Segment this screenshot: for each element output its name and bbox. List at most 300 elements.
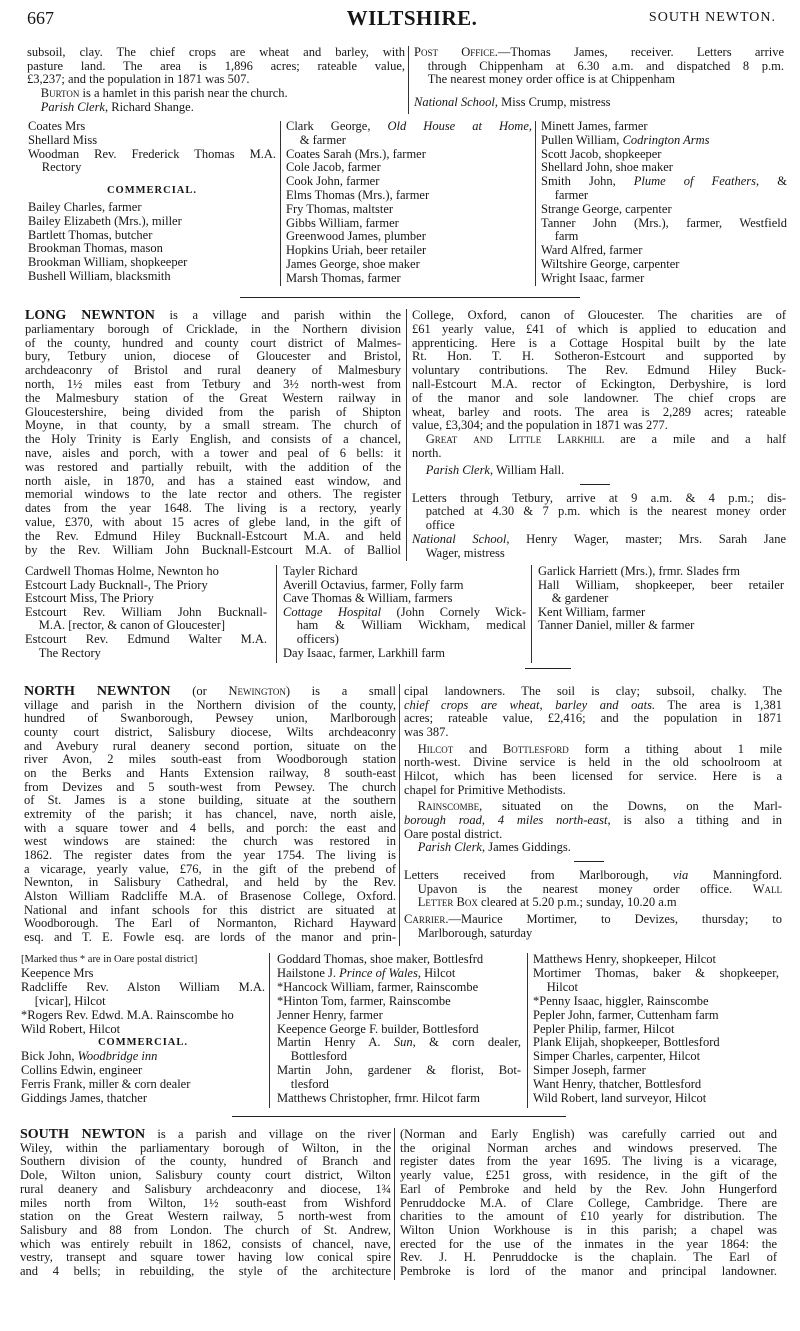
italic-run: National School [414,95,495,110]
section-divider [240,297,580,298]
directory-entry [277,1023,521,1037]
text-run: ) is a small [285,684,396,698]
directory-entry [404,869,782,910]
directory-entry [25,592,267,606]
text-line: subsoil, clay. The chief crops are wheat and barley, with [27,45,405,59]
directory-entry [277,1036,521,1064]
text-line: COMMERCIAL. [97,1037,189,1049]
text-line: Tayler Richard [283,564,358,578]
text-line: Shellard John, shoe maker [541,160,673,175]
text-line: of St. James is a stone building, situate at the southern [24,793,396,808]
text-line: voluntary contributions. The Rev. Edmund Hiley Buck- [412,363,786,378]
text-line: Ferris Frank, miller & corn dealer [21,1077,191,1092]
directory-entry [541,148,787,162]
directory-entry [25,633,267,660]
directory-entry [28,242,276,256]
text-line: Hopkins Uriah, beer retailer [286,243,427,258]
text-line: Marsh Thomas, farmer [286,270,401,285]
text-line: with a square tower and 4 bells, and porch: the east and [24,820,396,835]
text-line: Radcliffe Rev. Alston William M.A. [21,979,265,994]
directory-entry [286,217,532,231]
paragraph [27,46,405,87]
directory-entry [21,1064,265,1078]
text-line: Hall William, shopkeeper, beer retailer [538,577,784,592]
directory-entry [28,134,276,148]
text-line: erected for the use of the inmates in the year 1864: the [400,1236,777,1251]
text-line: Salisbury and 88 from London. The church of St. Andrew, [20,1222,391,1237]
text-line: was 387. [404,725,449,740]
paragraph [25,309,401,557]
directory-entry [286,148,532,162]
directory-entry [538,565,784,579]
directory-entry [286,203,532,217]
small-caps-run: Post Office [414,45,495,59]
text-line: COMMERCIAL. [106,185,198,197]
text-run: Letters received from Marlborough, [404,868,673,883]
text-line: Plank Elijah, shopkeeper, Bottlesford [533,1035,720,1050]
text-line: *Penny Isaac, higgler, Rainscombe [533,993,709,1008]
directory-entry [541,175,787,203]
left-column [24,685,396,945]
text-run: cleared at 5.20 p.m.; sunday, 10.20 a.m [477,895,677,910]
italic-run: Prince of Wales [339,965,418,980]
directory-entry [25,565,267,579]
text-run: .—Thomas James, receiver. Letters arrive [494,45,784,59]
text-line: nall-Estcourt M.A. rector of Eckington, Derbyshire, is lord [412,376,786,391]
right-column [400,1128,777,1279]
text-run: Clark George, [286,119,388,133]
directory-entry [533,1064,779,1078]
text-line [412,533,786,547]
right-column [414,46,784,110]
text-line: Cook John, farmer [286,174,380,189]
italic-run: Sun [393,1035,413,1050]
text-line: Estcourt Miss, The Priory [25,591,154,606]
note [21,953,265,967]
text-run: Manningford. [688,868,782,883]
directory-entry [538,606,784,620]
text-line: Bushell William, blacksmith [28,268,171,283]
directory-entry [533,967,779,995]
entry-title: SOUTH NEWTON [20,1127,146,1142]
directory-entry [533,1078,779,1092]
text-line [404,800,782,814]
text-line: Day Isaac, farmer, Larkhill farm [283,645,445,660]
text-line: ham & William Wickham, medical [296,618,526,633]
paragraph [24,685,396,945]
text-line: Keepence Mrs [21,965,94,980]
text-line: north, 1½ miles east from Tetbury and 3½ north-west from [25,376,401,391]
entry-title: NORTH NEWNTON [24,684,171,699]
text-line: Kent William, farmer [538,604,646,619]
directory-entry [283,592,526,606]
text-line: Cave Thomas & William, farmers [283,591,453,606]
text-line: charities to the amount of £10 yearly for distribution. The [400,1209,777,1224]
text-line: through Chippenham at 6.30 a.m. and dispatched 8 p.m. [427,58,784,73]
text-line: Mortimer Thomas, baker & shopkeeper, [533,965,779,980]
text-line: village and parish in the Northern division of the county, [24,697,396,712]
text-line: value, £3,304; and the population in 1871 was 277. [412,418,668,433]
text-line: office [425,518,455,533]
column-divider [276,565,277,663]
text-line: acres; rateable value, £2,416; and the population in 1871 [404,711,782,726]
text-line: Fry Thomas, maltster [286,201,394,216]
directory-entry [286,189,532,203]
text-line: Shellard Miss [28,132,98,147]
text-line: apprenticing. Here is a Cottage Hospital built by the late [412,335,786,350]
text-line: Penruddocke M.A. of Clare College, Cambridge. There are [400,1195,777,1210]
text-line: archdeaconry of Bristol and rural deanery of Malmesbury [25,363,401,378]
text-run: (John Cornely Wick- [381,604,526,619]
directory-entry [28,270,276,284]
section-divider [525,668,571,669]
text-line: The nearest money order office is at Chippenham [427,72,676,87]
text-run: , Miss Crump, mistress [494,95,611,110]
text-line: Brookman William, shopkeeper [28,255,188,270]
text-line: bury, Tetbury union, diocese of Gloucester and Bristol, [25,349,401,364]
text-line: College, Oxford, canon of Gloucester. The charities are of [412,308,786,322]
text-line: Wager, mistress [425,545,505,560]
paragraph [404,841,782,855]
italic-run: Plume of Feathers, [633,174,760,189]
text-line: from Devizes and 5 south-west from Pewsey. The church [24,779,396,794]
text-line: James George, shoe maker [286,256,420,271]
text-line: Wild Robert, Hilcot [21,1021,121,1036]
directory-entry [21,1023,265,1037]
directory-entry [541,217,787,245]
text-line: Garlick Harriett (Mrs.), frmr. Slades frm [538,564,741,578]
directory-entry [404,913,782,940]
text-line [286,120,532,134]
text-line: Rectory [41,160,82,175]
directory-entry [277,995,521,1009]
directory-entry [533,953,779,967]
text-line [277,967,521,981]
text-run: Martin Henry A. [277,1035,394,1050]
italic-run: chief crops are wheat, barley and oats. [404,697,656,712]
text-line: (Norman and Early English) was carefully carried out and [400,1127,777,1141]
text-line: farmer [554,187,589,202]
directory-entry [277,1009,521,1023]
directory-entry [286,120,532,148]
directory-entry [414,46,784,87]
text-line: £3,237; and the population in 1871 was 507. [27,72,250,87]
text-line: west windows are stained: the church was restored in [24,834,396,849]
text-line [404,896,782,910]
directory-entry [533,995,779,1009]
directory-entry [533,1050,779,1064]
directory-entry [21,1078,265,1092]
directory-entry [286,272,532,286]
text-line: [vicar], Hilcot [34,993,106,1008]
italic-run: Old House at Home, [387,119,532,133]
small-caps-run: Wall [752,881,782,896]
text-run: and [453,741,503,756]
text-line: Simper Joseph, farmer [533,1063,646,1078]
text-line: miles north from Wilton, 1½ south-east from Wishford [20,1195,391,1210]
directory-entry [286,230,532,244]
text-line: Matthews Henry, shopkeeper, Hilcot [533,952,717,966]
column-divider [399,684,400,946]
text-line: and 4 bells; in rebuilding, the style of the architecture [20,1264,391,1279]
text-line: chapel for Primitive Methodists. [404,782,566,797]
paragraph [412,309,786,433]
subheading [28,184,276,198]
text-line: north aisle, in 1870, and has a stained east window, and [25,473,401,488]
text-line: Wright Isaac, farmer [541,270,645,285]
text-line: extremity of the parish; it has chancel, nave, north aisle, [24,807,396,822]
text-line: parliamentary borough of Cricklade, in the Northern division [25,321,401,336]
text-line: Pembroke is lord of the manor and principal landowner. [400,1264,777,1279]
text-line: Bartlett Thomas, butcher [28,227,153,242]
directory-entry [286,161,532,175]
text-line: Estcourt Rev. William John Bucknall- [25,604,267,619]
text-line: rural deanery and Salisbury archdeaconry and diocese, 1¾ [20,1181,391,1196]
text-line: Greenwood James, plumber [286,229,426,244]
short-rule [404,855,782,869]
text-run: , & corn dealer, [412,1035,521,1050]
directory-entry [21,1009,265,1023]
text-line [24,685,396,699]
directory-entry [283,579,526,593]
text-line: value, £370, with about 15 acres of glebe land, in the gift of [25,514,401,529]
paragraph [404,800,782,841]
text-run: , James Giddings. [481,840,571,855]
directory-entry [283,647,526,661]
text-run: are a mile and a half [604,432,787,447]
directory-entry [21,1050,265,1064]
text-line: cipal landowners. The soil is clay; subsoil, chalky. The [404,684,782,698]
text-line: Minett James, farmer [541,119,648,133]
text-line: Wiley, within the parliamentary borough of Wilton, in the [20,1140,391,1155]
text-line: Keepence George F. builder, Bottlesford [277,1021,479,1036]
italic-run: Codrington Arms [622,132,710,147]
italic-run: Parish Clerk [417,840,482,855]
paragraph [414,96,784,110]
text-line: Gloucestershire, being divided from the parish of Shipton [25,404,401,419]
text-line [412,433,786,447]
text-line: Wild Robert, land surveyor, Hilcot [533,1091,707,1106]
paragraph [412,433,786,461]
text-line: north. [412,445,442,460]
text-line: Coates Sarah (Mrs.), farmer [286,146,426,161]
paragraph [400,1128,777,1279]
italic-run: borough road, 4 miles north-east, [404,813,611,828]
text-line: Goddard Thomas, shoe maker, Bottlesfrd [277,952,484,966]
text-line: *Hancock William, farmer, Rainscombe [277,979,479,994]
text-line: Bailey Elizabeth (Mrs.), miller [28,213,182,228]
text-line: Southern division of the county, hundred of Branch and [20,1154,391,1169]
text-line: & farmer [299,132,346,147]
text-run: , William Hall. [489,462,565,477]
text-run: form a tithing about 1 mile [568,741,782,756]
text-line: river Avon, 2 miles south-east from Woodborough station [24,752,396,767]
column-divider [535,121,536,286]
text-run: , Hilcot [417,965,456,980]
text-line [404,869,782,883]
directory-entry [541,203,787,217]
text-line: Estcourt Lady Bucknall-, The Priory [25,577,208,592]
directory-entry [538,619,784,633]
text-line: Averill Octavius, farmer, Folly farm [283,577,464,592]
text-line: the Holy Trinity is Early English, and consists of a chancel, [25,432,401,447]
left-column [27,46,405,115]
text-line: hundred of Swanborough, Pewsey union, Marlborough [24,711,396,726]
text-line: Letters through Tetbury, arrive at 9 a.m. & 4 p.m.; dis- [412,490,786,505]
directory-entry [277,967,521,981]
text-run: , Richard Shange. [104,99,194,114]
text-line [404,743,782,757]
column-divider [406,309,407,561]
text-run: , Henry Wager, master; Mrs. Sarah Jane [506,531,786,546]
directory-entry [28,201,276,215]
text-line: Bottlesford [290,1049,347,1064]
directory-entry [286,244,532,258]
text-line: Ward Alfred, farmer [541,243,643,258]
directory-entry [533,1036,779,1050]
text-line: Newnton, in Salisbury Cathedral, and held by the Rev. [24,875,396,890]
text-line: 1862. The register dates from the year 1754. The living is [24,848,396,863]
directory-entry [541,120,787,134]
directory-column-1 [21,953,265,1106]
italic-run: Parish Clerk [40,99,105,114]
italic-run: via [672,868,689,883]
column-divider [408,46,409,114]
text-run: Upavon is the nearest money order office. [417,881,753,896]
text-line: by the Rev. William John Bucknall-Estcourt M.A. of Balliol [25,542,401,557]
text-line: was restored and partially rebuilt, with the addition of the [25,459,401,474]
directory-entry [21,1092,265,1106]
text-line: The Rectory [38,645,101,660]
text-line: Hilcot [546,979,578,994]
text-line: the original Norman arches and windows preserved. The [400,1140,777,1155]
italic-run: Parish Clerk [425,462,490,477]
text-run: & [759,174,787,189]
text-line [20,1128,391,1142]
directory-entry [28,229,276,243]
text-line: National and infant schools for this district are situated at [24,902,396,917]
text-line [404,883,782,897]
running-title: WILTSHIRE. [346,6,478,30]
directory-entry [412,533,786,561]
text-line: Strange George, carpenter [541,201,672,216]
text-line: Estcourt Rev. Edmund Walter M.A. [25,631,267,646]
text-line [412,464,786,478]
directory-entry [28,148,276,176]
column-divider [280,121,281,286]
directory-entry [25,606,267,633]
directory-entry [28,215,276,229]
directory-entry [541,161,787,175]
text-line: which was entirely rebuilt in 1862, consists of chancel, nave, [20,1236,391,1251]
directory-entry [533,1092,779,1106]
directory-entry [277,1064,521,1092]
text-line: vestry, transept and square tower having low conical spire [20,1250,391,1265]
directory-column-3 [541,120,787,286]
text-line [404,814,782,828]
text-line: Scott Jacob, shopkeeper [541,146,662,161]
text-line [21,1050,265,1064]
directory-entry [277,953,521,967]
text-line: wheat, barley and roots. The area is 2,289 acres; rateable [412,404,786,419]
directory-entry [541,258,787,272]
text-line: farm [554,229,579,244]
text-run: The area is 1,381 [655,697,783,712]
small-caps-run: Rainscombe [417,799,480,814]
text-line: Woodman Rev. Frederick Thomas M.A. [28,146,276,161]
text-line: Wiltshire George, carpenter [541,256,680,271]
directory-entry [286,258,532,272]
directory-entry [541,134,787,148]
text-line: the Rev. Edmund Hiley Bucknall-Estcourt M.A. and held [25,528,401,543]
text-line [541,134,787,148]
directory-column-2 [283,565,526,660]
text-line: Rt. Hon. T. H. Sotheron-Estcourt and supported by [412,349,786,364]
italic-run: National School [412,531,507,546]
text-line: Wilton Union Workhouse is in this parish; a chapel was [400,1222,777,1237]
text-run: (or [170,684,229,698]
directory-entry [283,565,526,579]
column-divider [527,953,528,1108]
text-line [27,101,405,115]
text-line: county court district, Salisbury diocese, Wilts archdeaconry [24,725,396,740]
text-line: £61 yearly value, £41 of which is applied to education and [412,321,786,336]
text-line: Woodborough. The Earl of Normanton, Richard Hayward [24,916,396,931]
text-line: Giddings James, thatcher [21,1091,148,1106]
short-rule [412,478,786,492]
text-run: Hailstone J. [277,965,340,980]
text-line [27,87,405,101]
text-line: Want Henry, thatcher, Bottlesford [533,1077,702,1092]
text-run: , situated on the Downs, on the Marl- [479,799,782,814]
text-line [277,1036,521,1050]
column-divider [394,1128,395,1280]
directory-entry [28,256,276,270]
directory-entry [21,981,265,1009]
left-column [20,1128,391,1279]
paragraph [404,743,782,798]
text-run: Bick John, [21,1049,78,1064]
text-line: M.A. [rector, & canon of Gloucester] [38,618,225,633]
running-place-heading: SOUTH NEWTON. [648,10,776,25]
text-line: Moyne, in that county, by a small stream. The church of [25,418,401,433]
text-line: Earl of Pembroke and held by the Rev. John Hungerford [400,1181,777,1196]
small-caps-run: Letter Box [417,895,478,910]
directory-column-1 [25,565,267,660]
text-run: is a parish and village on the river [145,1127,391,1141]
section-divider [232,1116,566,1117]
text-line: Hilcot, which has been licensed for service. Here is a [404,769,782,784]
paragraph [27,101,405,115]
directory-entry [286,175,532,189]
right-column [412,309,786,561]
text-line: [Marked thus * are in Oare postal district] [21,954,198,965]
paragraph [412,464,786,478]
text-line: tlesford [290,1077,329,1092]
directory-entry [533,1023,779,1037]
directory-entry [25,579,267,593]
directory-entry [277,1092,521,1106]
text-line [25,309,401,323]
text-line: Dole, Wilton union, Salisbury county court district, Wilton [20,1168,391,1183]
text-line: Matthews Christopher, frmr. Hilcot farm [277,1091,480,1106]
text-line: *Hinton Tom, farmer, Rainscombe [277,993,451,1008]
page-number: 667 [27,8,54,28]
text-line: Jenner Henry, farmer [277,1007,383,1022]
text-line: memorial windows to the late rector and others. The register [25,487,401,502]
directory-entry [283,606,526,647]
text-line: Oare postal district. [404,826,503,841]
